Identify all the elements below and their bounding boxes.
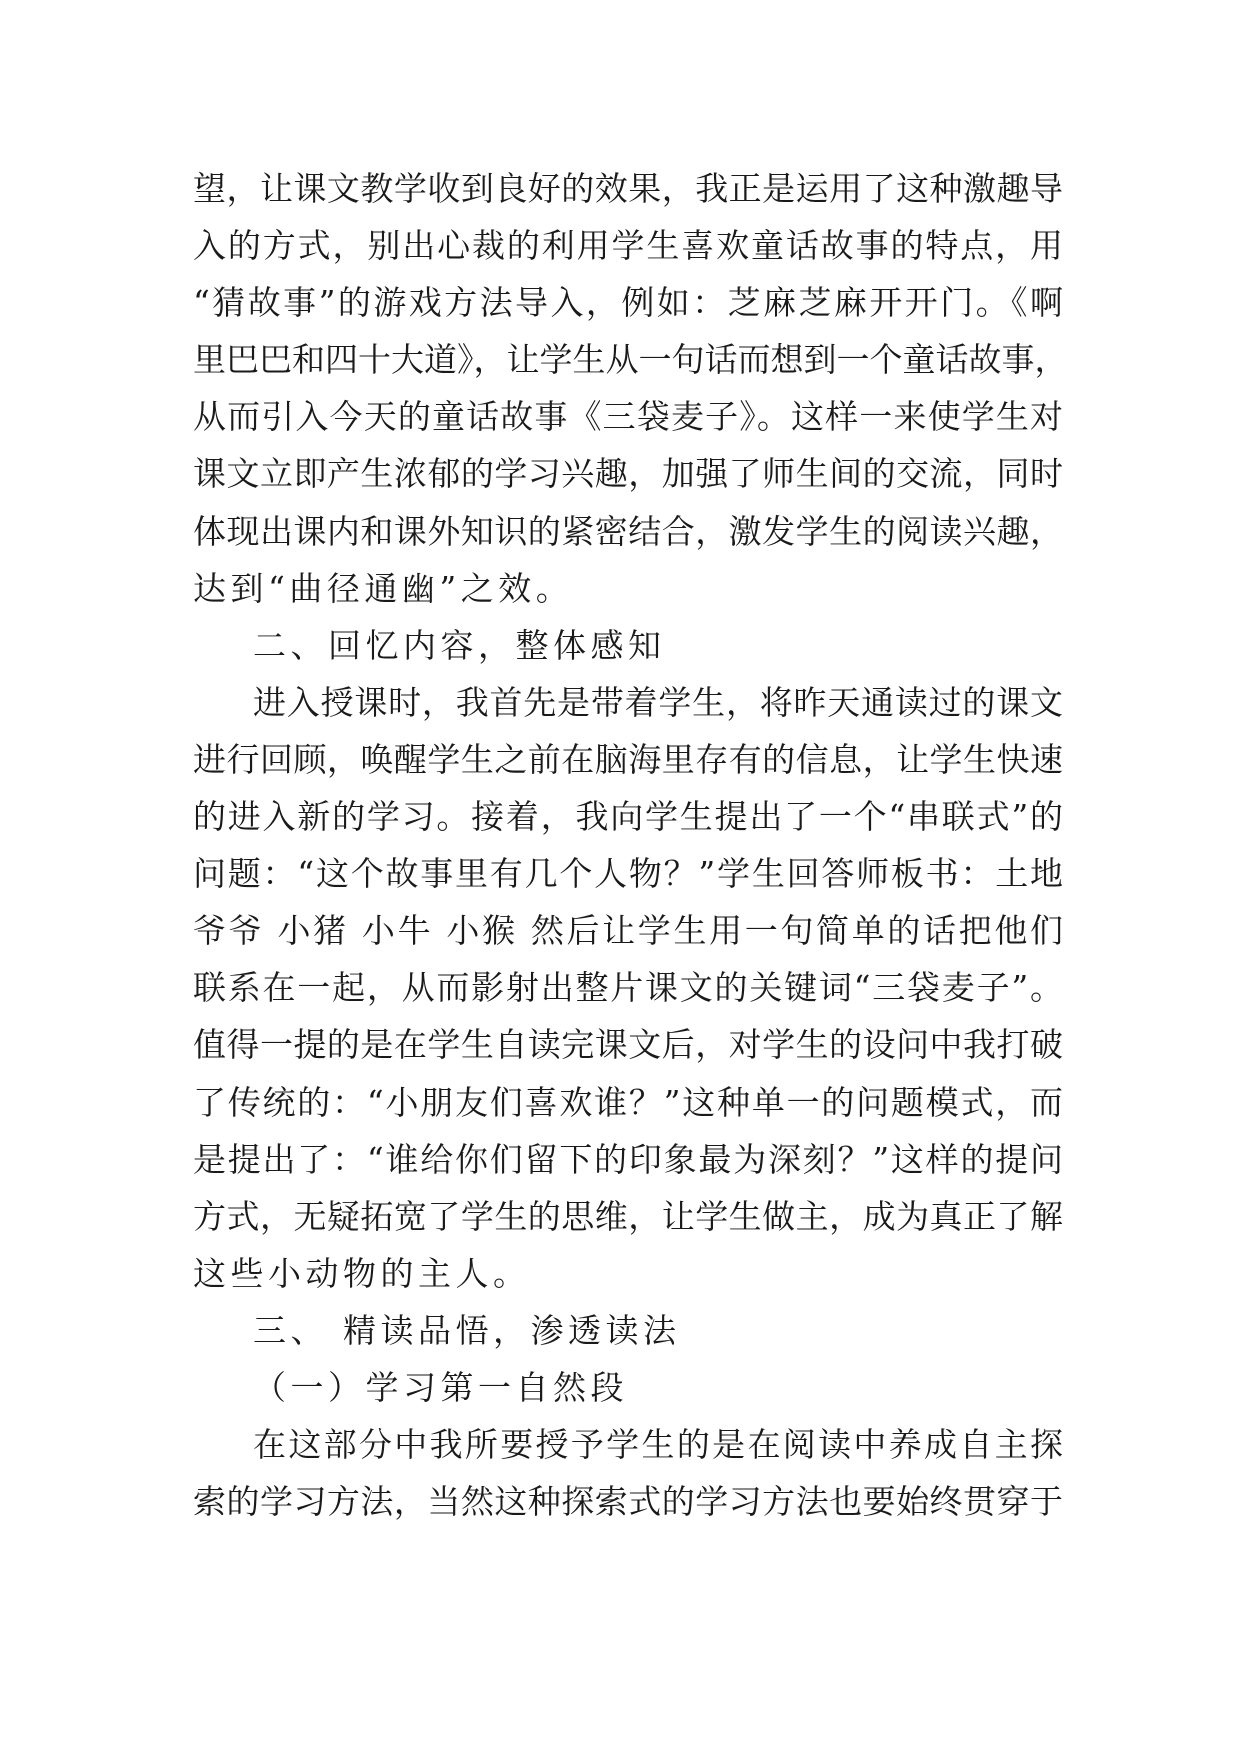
text-line: 进行回顾，唤醒学生之前在脑海里存有的信息，让学生快速 (193, 739, 1063, 779)
text-line: 里巴巴和四十大道》，让学生从一句话而想到一个童话故事， (193, 340, 1068, 380)
text-line: 联系在一起，从而影射出整片课文的关键词“三袋麦子”。 (193, 968, 1063, 1008)
text-line: 方式，无疑拓宽了学生的思维，让学生做主，成为真正了解 (193, 1196, 1063, 1236)
text-line: 在这部分中我所要授予学生的是在阅读中养成自主探 (253, 1425, 1063, 1465)
text-line: 问题：“这个故事里有几个人物？”学生回答师板书：土地 (193, 854, 1063, 894)
text-line: 从而引入今天的童话故事《三袋麦子》。这样一来使学生对 (193, 397, 1063, 437)
text-line: 是提出了：“谁给你们留下的印象最为深刻？”这样的提问 (193, 1139, 1063, 1179)
text-line: （一）学习第一自然段 (253, 1367, 628, 1407)
text-line: 体现出课内和课外知识的紧密结合，激发学生的阅读兴趣， (193, 511, 1063, 551)
text-line: 入的方式，别出心裁的利用学生喜欢童话故事的特点，用 (193, 226, 1063, 266)
text-line: 值得一提的是在学生自读完课文后，对学生的设问中我打破 (193, 1025, 1063, 1065)
text-line: 索的学习方法，当然这种探索式的学习方法也要始终贯穿于 (193, 1482, 1063, 1522)
text-line: 了传统的：“小朋友们喜欢谁？”这种单一的问题模式，而 (193, 1082, 1063, 1122)
text-line: 望，让课文教学收到良好的效果，我正是运用了这种激趣导 (193, 169, 1063, 208)
text-line: 的进入新的学习。接着，我向学生提出了一个“串联式”的 (193, 797, 1063, 837)
text-line: 这些小动物的主人。 (193, 1253, 531, 1293)
text-line: 达到“曲径通幽”之效。 (193, 568, 574, 608)
body-text (193, 160, 1068, 1530)
text-line: 进入授课时，我首先是带着学生，将昨天通读过的课文 (253, 682, 1063, 722)
text-line: 课文立即产生浓郁的学习兴趣，加强了师生间的交流，同时 (193, 454, 1063, 494)
text-line: 三、 精读品悟，渗透读法 (253, 1310, 681, 1350)
text-line: 二、回忆内容，整体感知 (253, 625, 666, 665)
text-line: “猜故事”的游戏方法导入，例如：芝麻芝麻开开门。《啊 (193, 283, 1063, 323)
text-line: 爷爷 小猪 小牛 小猴 然后让学生用一句简单的话把他们 (193, 911, 1063, 951)
